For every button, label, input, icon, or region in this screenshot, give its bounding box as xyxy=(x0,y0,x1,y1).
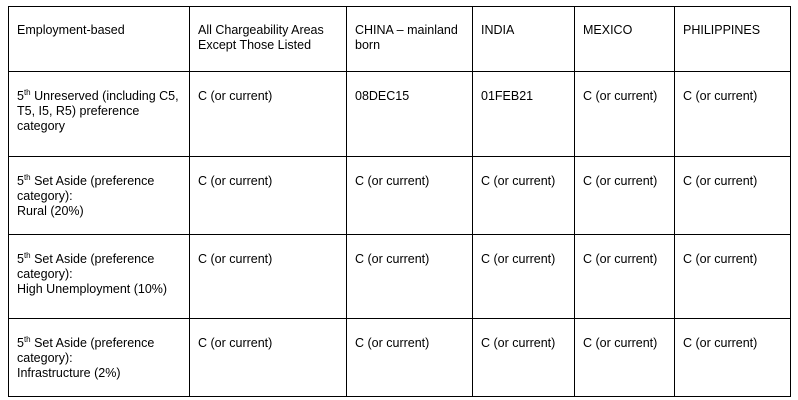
header-china: CHINA – mainland born xyxy=(347,7,473,72)
value-mexico: C (or current) xyxy=(575,319,675,397)
ordinal-number: 5 xyxy=(17,336,24,350)
value-mexico: C (or current) xyxy=(575,72,675,157)
category-cell xyxy=(9,72,190,157)
ordinal-suffix: th xyxy=(23,172,31,182)
value-china: C (or current) xyxy=(347,319,473,397)
value-all-chargeability: C (or current) xyxy=(190,235,347,319)
category-text: Unreserved (including C5, T5, I5, R5) preference category xyxy=(17,89,179,133)
header-row xyxy=(9,7,791,72)
value-all-chargeability: C (or current) xyxy=(190,157,347,235)
ordinal-number: 5 xyxy=(17,174,24,188)
table-row-infrastructure xyxy=(9,319,791,397)
category-cell xyxy=(9,319,190,397)
ordinal-suffix: th xyxy=(23,87,31,97)
ordinal-number: 5 xyxy=(17,89,24,103)
visa-bulletin-table xyxy=(8,6,791,397)
header-employment-based: Employment-based xyxy=(9,7,190,72)
value-philippines: C (or current) xyxy=(675,157,791,235)
value-china: C (or current) xyxy=(347,157,473,235)
table-row-unreserved xyxy=(9,72,791,157)
header-india: INDIA xyxy=(473,7,575,72)
ordinal-suffix: th xyxy=(23,334,31,344)
value-all-chargeability: C (or current) xyxy=(190,72,347,157)
category-cell xyxy=(9,235,190,319)
header-mexico: MEXICO xyxy=(575,7,675,72)
category-text: Set Aside (preference category): xyxy=(17,252,155,281)
category-subtext: High Unemployment (10%) xyxy=(17,282,168,296)
value-mexico: C (or current) xyxy=(575,235,675,319)
value-china: C (or current) xyxy=(347,235,473,319)
value-india: C (or current) xyxy=(473,319,575,397)
value-philippines: C (or current) xyxy=(675,319,791,397)
value-india: C (or current) xyxy=(473,157,575,235)
value-india: C (or current) xyxy=(473,235,575,319)
ordinal-number: 5 xyxy=(17,252,24,266)
category-text: Set Aside (preference category): xyxy=(17,174,155,203)
category-subtext: Infrastructure (2%) xyxy=(17,366,121,380)
table-row-high-unemployment xyxy=(9,235,791,319)
ordinal-suffix: th xyxy=(23,250,31,260)
value-philippines: C (or current) xyxy=(675,235,791,319)
value-india: 01FEB21 xyxy=(473,72,575,157)
value-philippines: C (or current) xyxy=(675,72,791,157)
header-all-chargeability: All Chargeability Areas Except Those Listed xyxy=(190,7,347,72)
table-row-rural xyxy=(9,157,791,235)
value-china: 08DEC15 xyxy=(347,72,473,157)
category-subtext: Rural (20%) xyxy=(17,204,84,218)
category-text: Set Aside (preference category): xyxy=(17,336,155,365)
category-cell xyxy=(9,157,190,235)
value-all-chargeability: C (or current) xyxy=(190,319,347,397)
header-philippines: PHILIPPINES xyxy=(675,7,791,72)
value-mexico: C (or current) xyxy=(575,157,675,235)
